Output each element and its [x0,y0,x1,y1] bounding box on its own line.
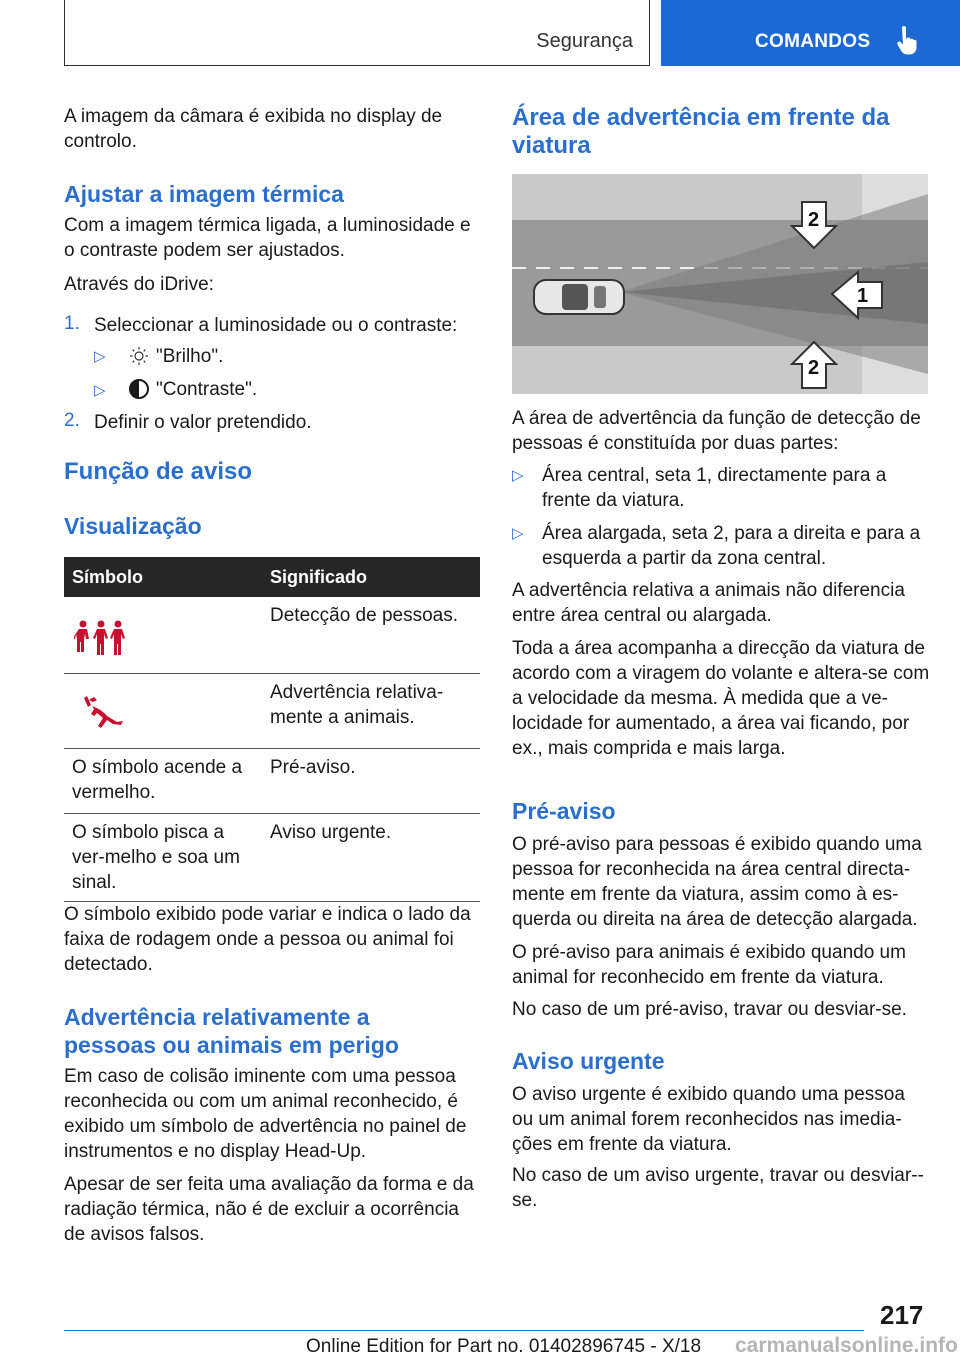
chapter-tab-label: COMANDOS [755,31,871,52]
table-cell-meaning: Advertência relativa-mente a animais. [262,673,480,748]
symbol-table [64,557,480,902]
area-bullet-2: Área alargada, seta 2, para a direita e para a esquerda a partir da zona central. [542,523,921,569]
bullet-marker: ▷ [94,382,106,399]
table-header-symbol: Símbolo [64,557,262,597]
intro-text: A imagem da câmara é exibida no display de controlo. [64,106,443,152]
warning-area-diagram [512,174,928,394]
table-cell-symbol [64,673,262,748]
step-number: 1. [64,313,80,334]
table-row [64,597,480,673]
chapter-tab[interactable] [661,0,960,66]
pre-text-3: No caso de um pré-aviso, travar ou desviar-se. [512,999,907,1020]
animal-warning-icon [80,694,126,734]
footer-watermark: carmanualsonline.info [735,1334,958,1357]
danger-text-1: Em caso de colisão iminente com uma pessoa reconhecida ou com um animal reconhecido, é exibido um símbolo de advertência no painel de instrumentos e no display Head-Up. [64,1066,467,1162]
page-number: 217 [880,1300,924,1330]
bullet-marker: ▷ [94,348,106,365]
person-detection-icon [74,619,126,655]
diagram-label-1: 1 [857,285,869,307]
table-row [64,748,480,813]
step-number: 2. [64,410,80,431]
area-text-2: A advertência relativa a animais não diferencia entre área central ou alargada. [512,580,905,626]
table-row [64,813,480,901]
brightness-icon [128,345,150,367]
table-cell-meaning: Aviso urgente. [262,813,480,901]
table-header-meaning: Significado [262,557,480,597]
heading-adjust-thermal: Ajustar a imagem térmica [64,181,344,207]
brightness-option: "Brilho". [156,346,224,367]
heading-urgent-warning: Aviso urgente [512,1048,665,1074]
urgent-text-1: O aviso urgente é exibido quando uma pessoa ou um animal forem reconhecidos nas imedia-ções em frente da viatura. [512,1084,905,1155]
adjust-idrive-text: Através do iDrive: [64,274,214,295]
contrast-option: "Contraste". [156,379,258,400]
contrast-icon [128,378,150,400]
area-text-1: A área de advertência da função de detecção de pessoas é constituída por duas partes: [512,408,921,454]
hand-pointer-icon [895,26,919,56]
table-cell-symbol [64,597,262,673]
table-cell-meaning: Detecção de pessoas. [262,597,480,673]
heading-warning-area: Área de advertência em frente da viatura [512,104,890,159]
diagram-label-2-top: 2 [808,209,820,231]
heading-display: Visualização [64,513,202,539]
pre-text-2: O pré-aviso para animais é exibido quando um animal for reconhecido em frente da viatura. [512,942,906,988]
diagram-label-2-bottom: 2 [808,357,820,379]
heading-warning-function: Função de aviso [64,458,253,485]
heading-danger-warning: Advertência relativamente a pessoas ou animais em perigo [64,1004,399,1058]
table-row [64,673,480,748]
car-icon [534,280,624,314]
bullet-marker: ▷ [512,467,524,484]
area-text-3: Toda a área acompanha a direcção da viatura de acordo com a viragem do volante e altera-se com a velocidade da mesma. À medida que a ve-locidade for aumentado, a área vai ficando, por ex., mais comprida e mais larga. [512,638,930,759]
bullet-marker: ▷ [512,525,524,542]
table-cell-symbol: O símbolo acende a vermelho. [64,748,262,813]
step-2-text: Definir o valor pretendido. [94,412,312,433]
heading-pre-warning: Pré-aviso [512,798,616,824]
section-title: Segurança [536,30,633,52]
adjust-text: Com a imagem térmica ligada, a luminosidade e o contraste podem ser ajustados. [64,215,471,261]
table-cell-symbol: O símbolo pisca a ver-melho e soa um sinal. [64,813,262,901]
header-frame [64,0,650,66]
footer-divider [64,1330,864,1331]
pre-text-1: O pré-aviso para pessoas é exibido quando uma pessoa for reconhecida na área central directa-mente em frente da viatura, assim como à es-querda ou direita na área de detecção alargada. [512,834,922,930]
step-1-text: Seleccionar a luminosidade ou o contraste: [94,315,458,336]
footer-edition: Online Edition for Part no. 01402896745 - X/18 [306,1336,702,1357]
after-table-text: O símbolo exibido pode variar e indica o lado da faixa de rodagem onde a pessoa ou animal foi detectado. [64,904,471,975]
danger-text-2: Apesar de ser feita uma avaliação da forma e da radiação térmica, não é de excluir a ocorrência de avisos falsos. [64,1174,474,1245]
urgent-text-2: No caso de um aviso urgente, travar ou desviar--se. [512,1165,924,1211]
table-cell-meaning: Pré-aviso. [262,748,480,813]
area-bullet-1: Área central, seta 1, directamente para a frente da viatura. [542,465,887,511]
